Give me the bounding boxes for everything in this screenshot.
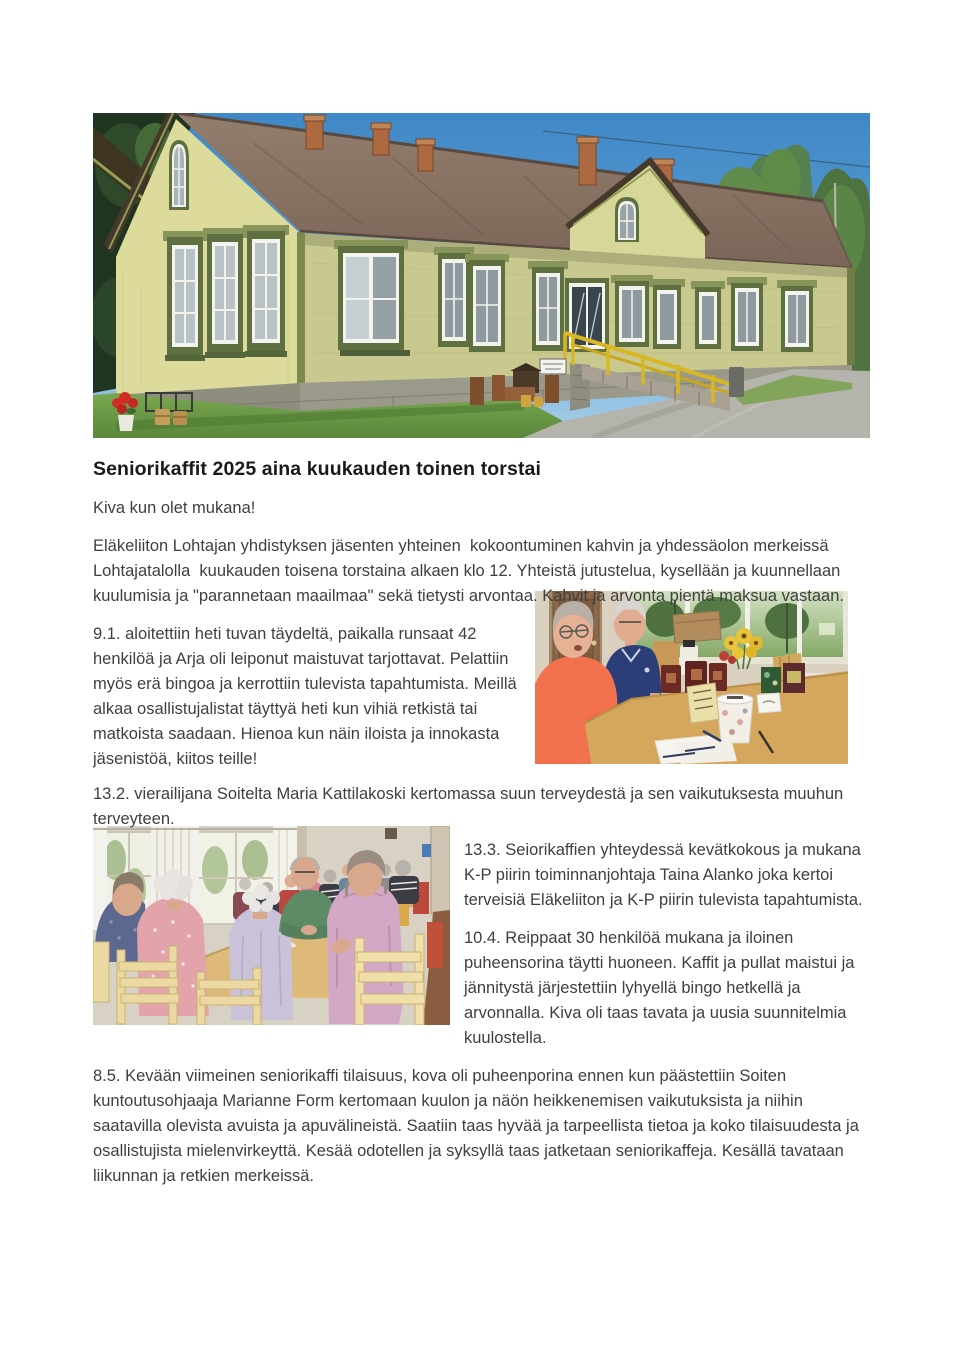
event-paragraph-march: 13.3. Seiorikaffien yhteydessä kevätkokous ja mukana K-P piirin toiminnanjohtaja Taina Alanko joka kertoi terveisiä Eläkeliiton ja K-P piirin tulevista tapahtumista. — [464, 841, 866, 909]
info-card — [687, 683, 719, 723]
raffle-bucket — [717, 694, 753, 743]
event-paragraph-may: 8.5. Kevään viimeinen seniorikaffi tilaisuus, kova oli puheenporina ennen kun päästettiin Soiten kuntoutusohjaaja Marianne Form kertomaan kuulon ja näön heikkenemisen vaikutuksista ja niihin saatavilla olevista avuista ja apuvälineistä. Saatiin taas hyvää ja tarpeellista tietoa ja koko tilaisuudesta ja osallistujista mielenvirkeyttä. Kesää odotellen ja syksyllä taas jatketaan seniorikaffeja. Kesällä tavataan liikunnan ja retkien merkeissä. — [93, 1067, 864, 1185]
paragraph-intro: Eläkeliiton Lohtajan yhdistyksen jäsenten yhteinen kokoontuminen kahvin ja yhdessäolon merkeissä Lohtajatalolla kuukauden toisena torstaina alkaen klo 12. Yhteistä jutustelua, kysellään ja kuunnellaan kuulumisia ja "parannetaan maailmaa" sekä tietysti arvontaa. Kahvit ja arvonta pientä maksua vastaan. — [93, 537, 845, 605]
paragraph-greeting: Kiva kun olet mukana! — [93, 499, 256, 517]
raffle-table-photo — [535, 591, 848, 764]
cardboard-box — [673, 611, 721, 643]
event-paragraph-january: 9.1. aloitettiin heti tuvan täydeltä, paikalla runsaat 42 henkilöä ja Arja oli leiponut maistuvat tarjottavat. Pelattiin myös erä bingoa ja kerrottiin tulevista tapahtumista. Meillä alkaa osallistujalistat täyttyä heti kun vihiä retkistä tai matkoista saadaan. Hienoa kun näin iloista ja innokasta jäsenistöä, kiitos teille! — [93, 625, 522, 768]
name-card — [757, 693, 781, 713]
meeting-room-photo — [93, 826, 450, 1025]
prize-boxes — [761, 663, 805, 693]
meeting-room-illustration — [93, 826, 450, 1025]
building-exterior-illustration — [93, 113, 870, 438]
page-title: Seniorikaffit 2025 aina kuukauden toinen torstai — [93, 458, 541, 480]
gable-windows — [163, 225, 289, 361]
event-paragraph-april: 10.4. Reippaat 30 henkilöä mukana ja iloinen puheensorina täytti huoneen. Kaffit ja pullat maistui ja jännitystä järjestettiin lyhyellä bingo hetkellä ja arvonnalla. Kiva oli taas tavata ja uusia suunnitelmia kuulostella. — [464, 929, 860, 1047]
trash-bin — [729, 367, 744, 397]
event-paragraph-february: 13.2. vierailijana Soitelta Maria Kattilakoski kertomassa suun terveydestä ja sen vaikutuksesta muuhun terveyteen. — [93, 785, 848, 828]
raffle-table-illustration — [535, 591, 848, 764]
red-chair — [427, 922, 443, 968]
wall-poster — [422, 844, 431, 857]
building-exterior-photo — [93, 113, 870, 438]
